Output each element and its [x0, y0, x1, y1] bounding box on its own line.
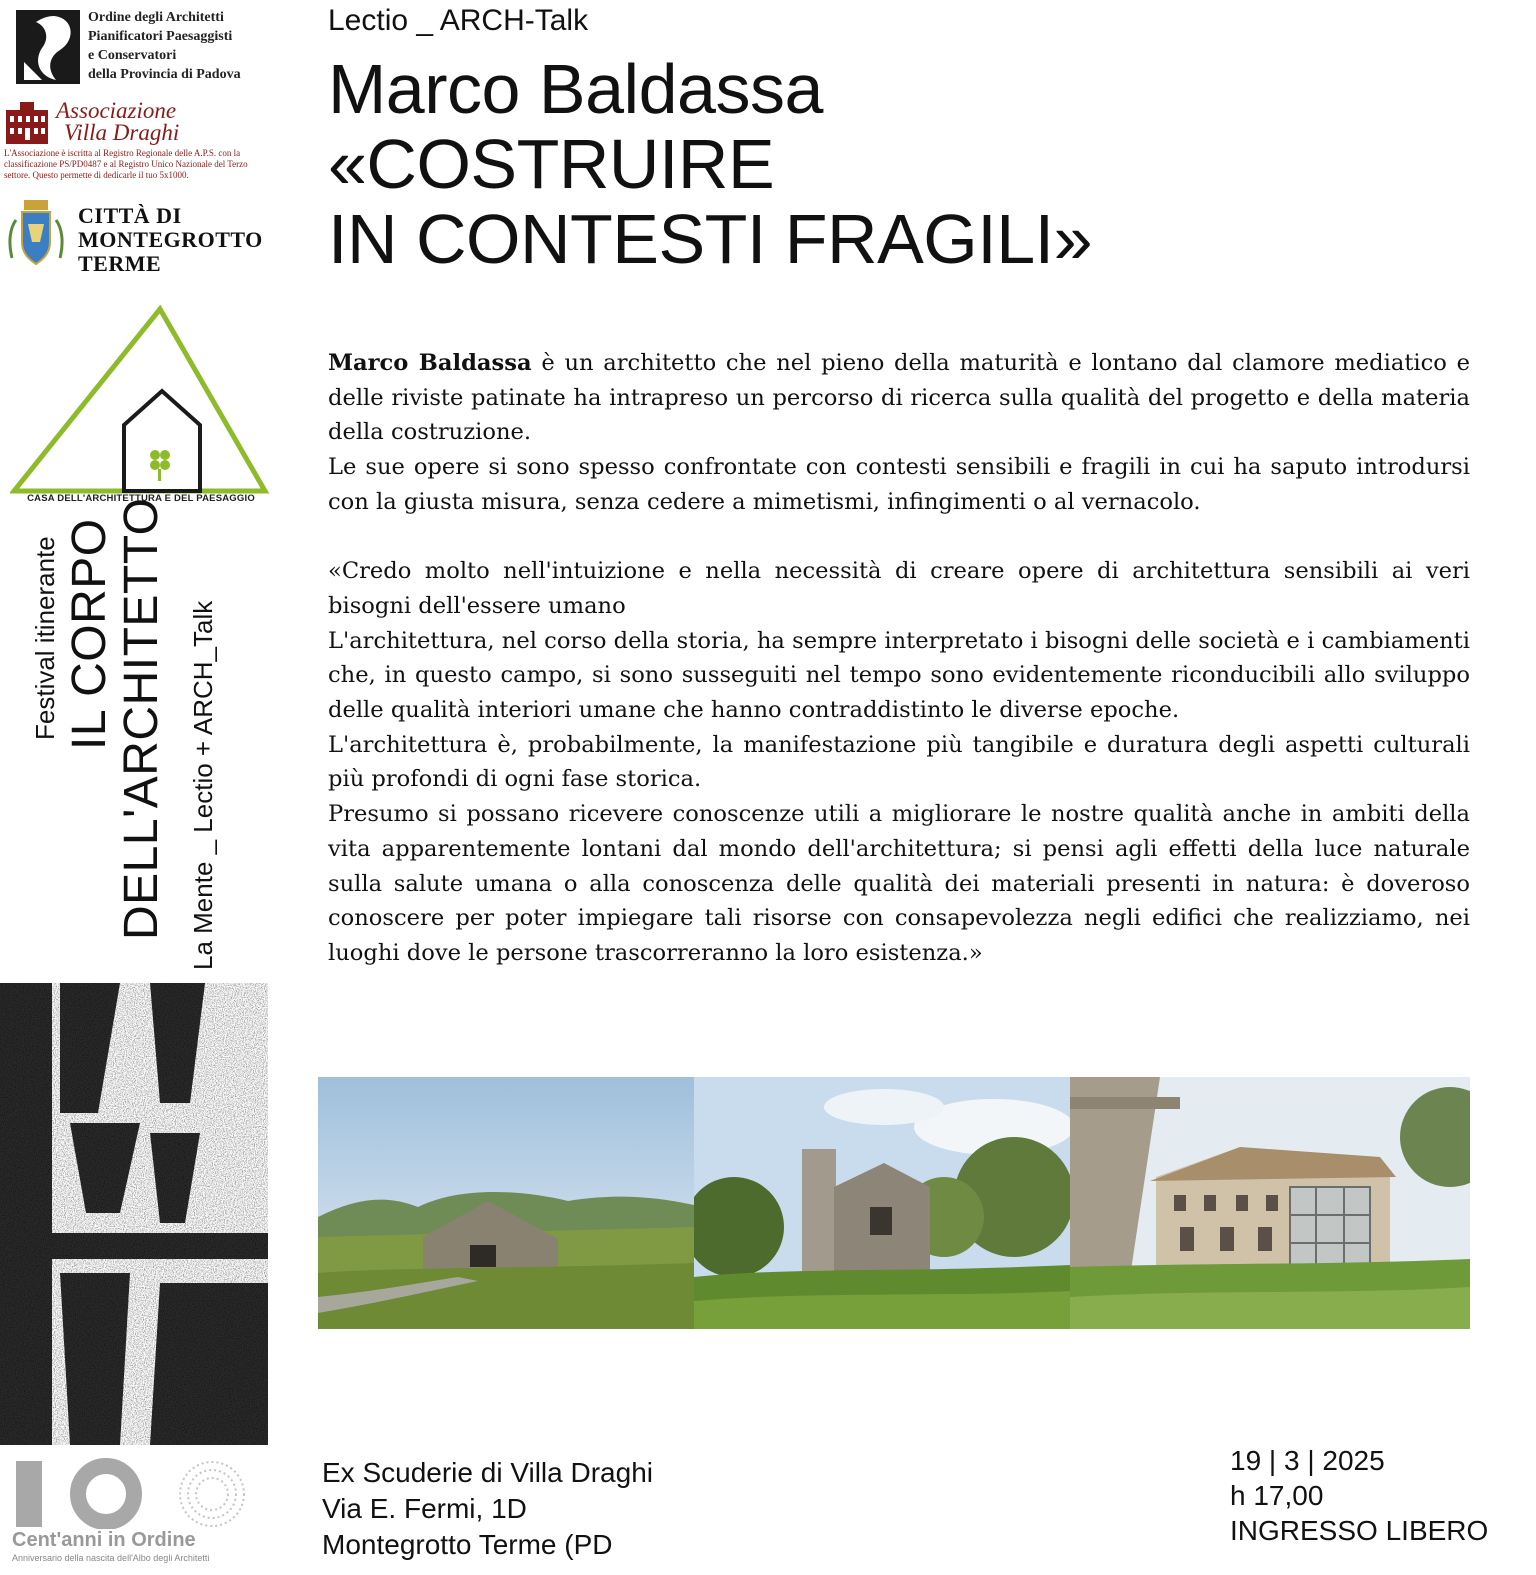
decorative-texture-image	[0, 983, 268, 1445]
casa-architettura-logo	[10, 305, 272, 510]
citta-line-2: MONTEGROTTO	[78, 227, 263, 252]
venue-line-3: Montegrotto Terme (PD	[322, 1529, 613, 1560]
ordine-line-3: e Conservatori	[88, 48, 177, 63]
project-photo-1	[318, 1077, 694, 1329]
event-description	[328, 346, 1470, 971]
quote-paragraph-2: L'architettura, nel corso della storia, ha sempre interpretato i bisogni delle società e i cambiamenti che, in questo campo, si sono susseguiti nel tempo sono evidentemente riconducibili allo sviluppo delle qualità interiori umane che hanno contraddistinto le diverse epoche.	[328, 627, 1470, 724]
cento-anni-caption: Cent'anni in Ordine	[12, 1529, 196, 1551]
project-photo-strip	[318, 1077, 1470, 1329]
speaker-name: Marco Baldassa	[328, 50, 823, 128]
festival-line-1: Festival itinerante	[30, 536, 60, 740]
citta-line-1: CITTÀ DI	[78, 203, 182, 228]
ordine-architetti-logo-icon	[16, 10, 80, 84]
event-kicker: Lectio _ ARCH-Talk	[328, 4, 589, 37]
citta-montegrotto-logo	[6, 196, 272, 278]
casa-architettura-house-icon	[10, 305, 272, 495]
quote-paragraph-4: Presumo si possano ricevere conoscenze utili a migliorare le nostre qualità anche in ambiti della vita apparentemente lontani dal mondo dell'architettura; si pensi agli effetti della luce naturale sulla salute umana o alla conoscenza delle qualità dei materiali presenti in natura: è doveroso conoscere per poter impiegare tali risorse con consapevolezza negli edifici che realizziamo, nei luoghi dove le persone trascorreranno la loro esistenza.»	[328, 801, 1470, 966]
title-line-1: «COSTRUIRE	[328, 125, 775, 203]
event-datetime	[1230, 1443, 1488, 1548]
description-paragraph-2: Le sue opere si sono spesso confrontate con contesti sensibili e fragili in cui ha saputo introdursi con la giusta misura, senza cedere a mimetismi, infingimenti o al vernacolo.	[328, 454, 1470, 515]
festival-line-3: DELL'ARCHITETTO	[115, 497, 168, 940]
venue-line-1: Ex Scuderie di Villa Draghi	[322, 1457, 653, 1488]
casa-caption: CASA DELL'ARCHITETTURA E DEL PAESAGGIO	[27, 493, 255, 504]
cento-anni-subcaption: Anniversario della nascita dell'Albo degli Architetti	[12, 1553, 210, 1563]
project-photo-3	[1070, 1077, 1470, 1329]
villa-note: L'Associazione è iscritta al Registro Regionale delle A.P.S. con la classificazione PS/PD0487 e al Registro Unico Nazionale del Terzo settore. Questo permette di dedicarle il tuo 5x1000.	[4, 148, 248, 180]
venue-line-2: Via E. Fermi, 1D	[322, 1493, 527, 1524]
ordine-line-1: Ordine degli Architetti	[88, 10, 224, 25]
montegrotto-crest-icon	[6, 198, 66, 274]
title-line-2: IN CONTESTI FRAGILI»	[328, 200, 1092, 278]
event-time: h 17,00	[1230, 1480, 1324, 1511]
description-paragraph-1-rest: è un architetto che nel pieno della maturità e lontano dal clamore mediatico e delle riviste patinate ha intrapreso un percorso di ricerca sulla qualità del progetto e della materia della costruzione.	[328, 350, 1470, 446]
cento-anni-logo	[8, 1455, 270, 1565]
project-photo-2	[694, 1077, 1070, 1329]
ordine-line-4: della Provincia di Padova	[88, 67, 241, 82]
villa-name-line-1: Associazione	[56, 98, 177, 123]
ordine-architetti-logo	[14, 8, 274, 88]
villa-name-line-2: Villa Draghi	[64, 120, 180, 145]
villa-draghi-building-icon	[4, 100, 50, 148]
event-date: 19 | 3 | 2025	[1230, 1445, 1385, 1476]
festival-line-4: La Mente _ Lectio + ARCH_Talk	[188, 600, 218, 970]
villa-draghi-logo	[4, 98, 272, 190]
entry-info: INGRESSO LIBERO	[1230, 1515, 1489, 1546]
quote-paragraph-3: L'architettura è, probabilmente, la manifestazione più tangibile e duratura degli aspetti culturali più profondi di ogni fase storica.	[328, 731, 1470, 793]
citta-line-3: TERME	[78, 251, 162, 276]
description-paragraph-1	[328, 346, 1470, 450]
cento-anni-logo-icon	[8, 1455, 270, 1529]
ordine-line-2: Pianificatori Paesaggisti	[88, 29, 233, 44]
venue-info	[322, 1455, 653, 1563]
page-title	[328, 52, 1092, 277]
festival-line-2: IL CORPO	[63, 518, 116, 750]
speaker-name-bold: Marco Baldassa	[328, 350, 532, 376]
quote-paragraph-1: «Credo molto nell'intuizione e nella necessità di creare opere di architettura sensibili ai veri bisogni dell'essere umano	[328, 558, 1470, 619]
